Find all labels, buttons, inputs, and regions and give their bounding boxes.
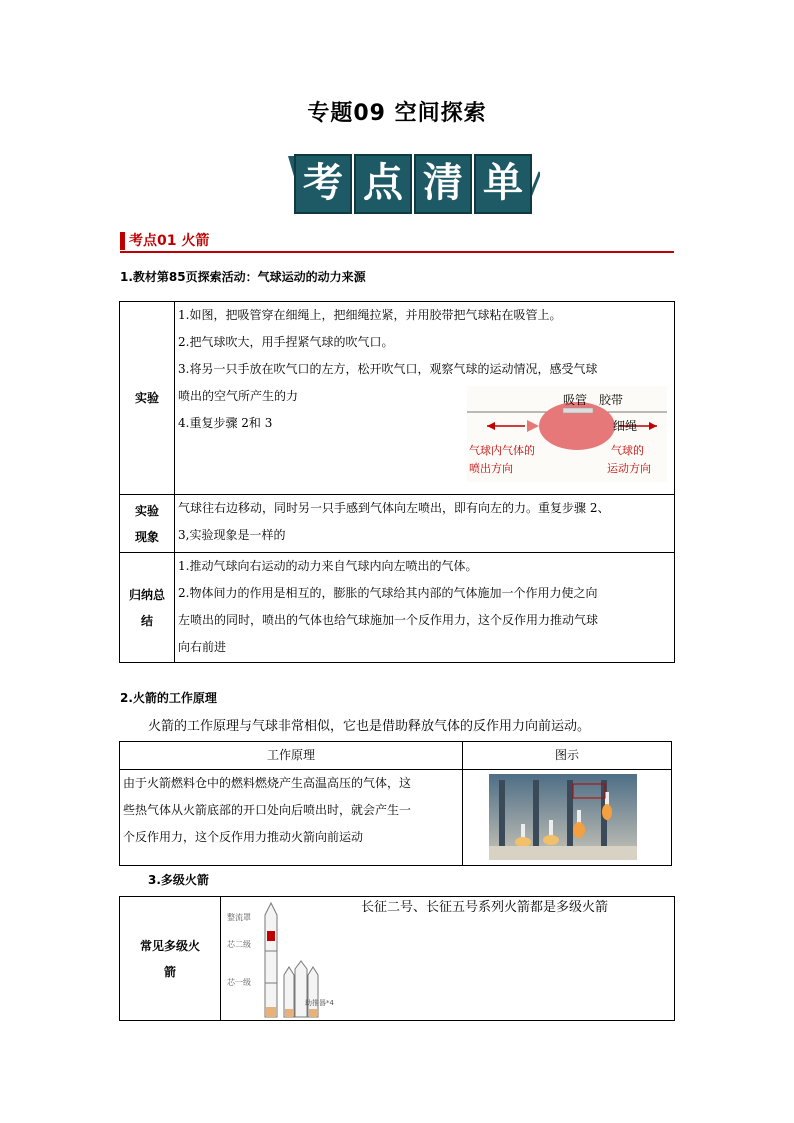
label-gas-direction: 喷出方向 (469, 462, 513, 475)
label-gas-direction: 气球内气体的 (469, 444, 535, 457)
label-balloon-direction: 运动方向 (607, 462, 651, 475)
page-title: 专题09 空间探索 (307, 101, 487, 126)
banner-char: 点 (354, 154, 412, 214)
row-label-line: 箭 (163, 964, 176, 979)
fig-label: 芯一级 (227, 978, 251, 987)
table-row (120, 770, 672, 866)
fig-label: 助推器*4 (305, 999, 334, 1007)
multistage-rocket-diagram (223, 899, 343, 1019)
row-label (120, 495, 175, 553)
text-line: 4.重复步骤 2和 3 (178, 416, 273, 430)
s3-heading: 3.多级火箭 (148, 873, 209, 887)
s2-heading: 2.火箭的工作原理 (120, 691, 217, 705)
text-line: 喷出的空气所产生的力 (178, 389, 299, 403)
row-label-line: 常见多级火 (139, 938, 200, 953)
section-heading (120, 230, 209, 252)
text-line: 左喷出的同时，喷出的气体也给气球施加一个反作用力，这个反作用力推动气球 (178, 613, 599, 627)
row-label-line: 现象 (134, 529, 159, 544)
text-line: 由于火箭燃料仓中的燃料燃烧产生高温高压的气体，这 (123, 776, 412, 790)
row-content (221, 897, 675, 1021)
experiment-table (119, 301, 675, 663)
rocket-launch-illustration (489, 774, 637, 860)
row-label (120, 897, 221, 1021)
multistage-table (119, 896, 675, 1021)
row-label: 实验 (120, 302, 175, 495)
section-divider (120, 251, 674, 253)
text-line: 2.物体间力的作用是相互的，膨胀的气球给其内部的气体施加一个作用力使之向 (178, 586, 598, 600)
banner-char: 清 (414, 154, 472, 214)
text-line: 1.如图，把吸管穿在细绳上，把细绳拉紧，并用胶带把气球粘在吸管上。 (178, 308, 562, 322)
text-line: 些热气体从火箭底部的开口处向后喷出时，就会产生一 (123, 803, 412, 817)
text-line: 气球往右边移动，同时另一只手感到气体向左喷出，即有向左的力。重复步骤 2、 (178, 501, 610, 515)
s1-heading: 1.教材第85页探索活动：气球运动的动力来源 (120, 270, 366, 284)
label-tape: 胶带 (599, 393, 624, 407)
label-balloon-direction: 气球的 (611, 444, 644, 457)
table-row (120, 553, 675, 663)
principle-table (119, 741, 672, 866)
text-line: 向右前进 (178, 640, 227, 654)
table-row (120, 897, 675, 1021)
row-label-line: 结 (140, 613, 153, 628)
table-header-row (120, 742, 672, 770)
multistage-rocket-figure (223, 899, 343, 1019)
column-header: 工作原理 (120, 742, 463, 770)
table-row (120, 495, 675, 553)
illustration-cell (463, 770, 672, 866)
text-line: 2.把气球吹大，用手捏紧气球的吹气口。 (178, 335, 394, 349)
column-header: 图示 (463, 742, 672, 770)
row-content (175, 302, 675, 495)
row-content (175, 553, 675, 663)
section-label: 考点01 火箭 (129, 233, 210, 249)
fig-label: 芯二级 (227, 940, 251, 949)
s2-intro: 火箭的工作原理与气球非常相似，它也是借助释放气体的反作用力向前运动。 (148, 719, 591, 734)
section-marker (120, 232, 125, 250)
balloon-figure (467, 386, 667, 482)
text-line: 1.推动气球向右运动的动力来自气球内向左喷出的气体。 (178, 559, 478, 573)
multistage-text: 长征二号、长征五号系列火箭都是多级火箭 (361, 900, 609, 915)
kaodian-qingdan-banner (288, 150, 540, 216)
row-content (175, 495, 675, 553)
fig-label: 整流罩 (227, 913, 251, 922)
row-label (120, 553, 175, 663)
banner-char: 考 (294, 154, 352, 214)
row-label-line: 实验 (134, 503, 159, 518)
label-rope: 细绳 (613, 419, 638, 433)
text-line: 3,实验现象是一样的 (178, 528, 286, 542)
text-line: 个反作用力，这个反作用力推动火箭向前运动 (123, 830, 364, 844)
balloon-diagram (467, 386, 667, 482)
principle-text (120, 770, 463, 866)
table-row (120, 302, 675, 495)
rocket-launch-image (489, 774, 637, 860)
banner-char: 单 (474, 154, 532, 214)
text-line: 3.将另一只手放在吹气口的左方，松开吹气口，观察气球的运动情况，感受气球 (178, 362, 598, 376)
row-label-line: 归纳总 (128, 587, 165, 602)
label-tube: 吸管 (563, 393, 588, 407)
